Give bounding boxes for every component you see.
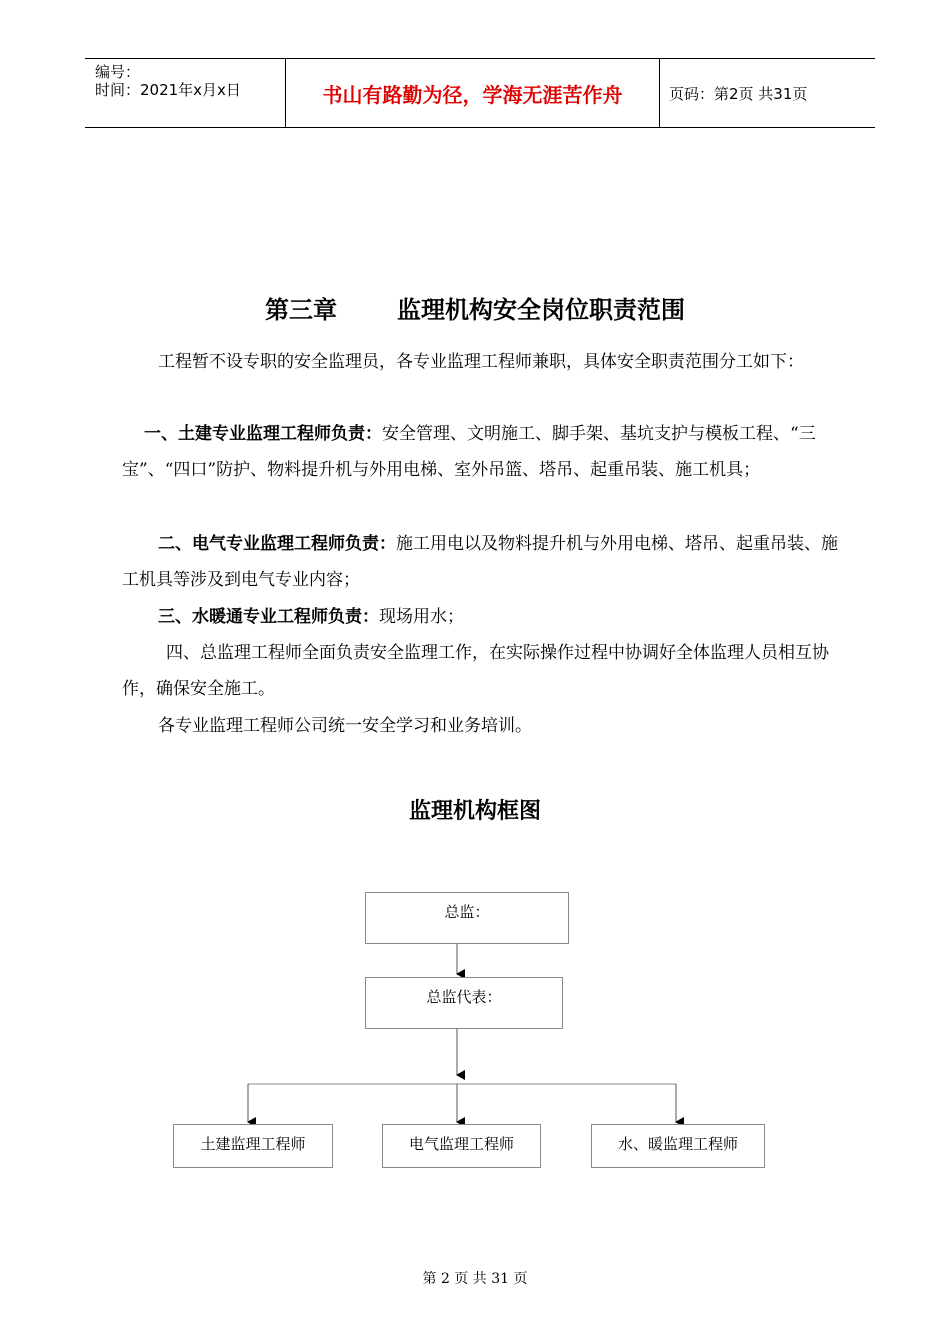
engineer-label: 土建监理工程师: [200, 1135, 306, 1153]
duty-text: 现场用水；: [379, 607, 464, 627]
header-motto: 书山有路勤为径，学海无涯苦作舟: [322, 82, 623, 107]
duty-text: 施工用电以及物料提升机与外用电梯、塔吊、起重吊装、施工机具等涉及到电气专业内容；: [122, 534, 838, 590]
duty-text: 安全管理、文明施工、脚手架、基坑支护与模板工程、“三宝”、“四口”防护、物料提升机与外用电梯、室外吊篮、塔吊、起重吊装、施工机具；: [122, 424, 816, 480]
duty-heading: 一、土建专业监理工程师负责：: [144, 424, 382, 444]
engineer-box: [382, 1124, 541, 1168]
intro-paragraph: 工程暂不设专职的安全监理员，各专业监理工程师兼职，具体安全职责范围分工如下：: [158, 352, 804, 372]
number-label: 编号：: [95, 63, 141, 81]
item4-paragraph: 四、总监理工程师全面负责安全监理工作，在实际操作过程中协调好全体监理人员相互协作，确保安全施工。: [122, 643, 829, 699]
page-footer: 第 2 页 共 31 页: [422, 1271, 528, 1287]
engineer-box: [173, 1124, 333, 1168]
engineer-label: 电气监理工程师: [408, 1135, 514, 1153]
duty-heading: 三、水暖通专业工程师负责：: [158, 607, 379, 627]
engineer-box: [591, 1124, 765, 1168]
deputy-supervisor-label: 总监代表：: [426, 988, 502, 1006]
chief-supervisor-box: [365, 892, 569, 944]
date-label: 时间：2021年x月x日: [95, 81, 241, 99]
chapter-number: 第三章: [265, 296, 337, 324]
engineer-label: 水、暖监理工程师: [617, 1135, 738, 1153]
deputy-supervisor-box: [365, 977, 563, 1029]
chapter-heading: 监理机构安全岗位职责范围: [397, 296, 685, 324]
duty-heading: 二、电气专业监理工程师负责：: [158, 534, 396, 554]
closing-paragraph: 各专业监理工程师公司统一安全学习和业务培训。: [158, 716, 532, 736]
org-chart-title: 监理机构框图: [408, 799, 541, 824]
chief-supervisor-label: 总监：: [444, 903, 490, 921]
header-page-info: 页码：第2页 共31页: [669, 84, 808, 103]
